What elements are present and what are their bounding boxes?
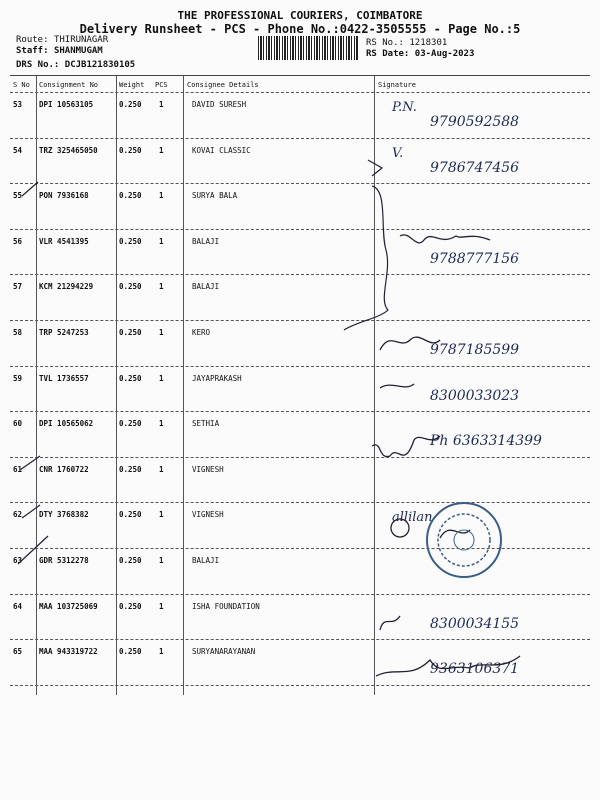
col-header-consignment: Consignment No	[39, 81, 99, 89]
row-sno: 65	[13, 647, 23, 657]
row-pcs: 1	[159, 419, 164, 429]
row-consignee-name: DAVID SURESH	[192, 100, 247, 109]
row-sno: 61	[13, 464, 23, 474]
row-consignee-name: SURYANARAYANAN	[192, 647, 256, 657]
row-signature-phone: Ph 6363314399	[430, 433, 542, 450]
row-pcs: 1	[159, 373, 164, 383]
row-weight: 0.250	[119, 647, 142, 657]
row-consignee-name: VIGNESH	[192, 464, 224, 474]
row-signature-phone: 9786747456	[430, 159, 520, 176]
row-weight: 0.250	[119, 373, 142, 383]
row-consignment-no: TRZ 325465050	[39, 145, 98, 155]
row-sno: 59	[13, 373, 23, 383]
runsheet-subtitle: Delivery Runsheet - PCS - Phone No.:0422-3505555 - Page No.:5	[79, 22, 521, 36]
row-consignment-no: MAA 943319722	[39, 647, 98, 657]
row-consignment-no: TRP 5247253	[39, 328, 89, 337]
row-consignee-name: SURYA BALA	[192, 191, 238, 201]
row-signature-phone: 8300033023	[430, 387, 520, 404]
row-consignment-no: CNR 1760722	[39, 464, 89, 474]
row-pcs: 1	[159, 510, 164, 520]
row-consignment-no: VLR 4541395	[39, 236, 89, 246]
row-weight: 0.250	[119, 510, 142, 520]
row-signature-phone: 8300034155	[430, 615, 520, 632]
row-signature-name: allilan	[392, 510, 433, 526]
route-value: THIRUNAGAR	[53, 35, 109, 45]
row-sno: 60	[13, 419, 23, 429]
col-header-sno: S No	[13, 81, 30, 89]
row-consignment-no: DPI 10565062	[39, 419, 94, 429]
row-consignee-name: BALAJI	[192, 236, 220, 246]
row-sno: 55	[13, 191, 23, 201]
rs-no-value: 1218301	[409, 38, 448, 48]
row-signature-phone: 9787185599	[430, 342, 520, 358]
company-seal-stamp	[424, 500, 504, 580]
row-weight: 0.250	[119, 145, 142, 155]
row-weight: 0.250	[119, 601, 142, 611]
row-sno: 58	[13, 328, 23, 337]
row-signature-phone: 9790592588	[430, 114, 520, 130]
row-sno: 56	[13, 236, 23, 246]
row-consignment-no: TVL 1736557	[39, 373, 89, 383]
company-title: THE PROFESSIONAL COURIERS, COIMBATORE	[177, 9, 423, 22]
rs-date-value: 03-Aug-2023	[414, 49, 475, 59]
drs-value: DCJB121830105	[64, 60, 136, 70]
staff-label: Staff:	[16, 46, 49, 56]
row-pcs: 1	[159, 145, 164, 155]
row-sno: 53	[13, 100, 23, 109]
row-weight: 0.250	[119, 236, 142, 246]
route-label: Route:	[16, 35, 49, 45]
row-weight: 0.250	[119, 191, 142, 201]
col-header-pcs: PCS	[155, 81, 168, 89]
row-sno: 62	[13, 510, 23, 520]
col-header-consignee: Consignee Details	[187, 81, 259, 89]
row-consignee-name: KERO	[192, 328, 211, 337]
row-pcs: 1	[159, 282, 164, 292]
row-consignee-name: KOVAI CLASSIC	[192, 145, 251, 155]
row-consignee-name: SETHIA	[192, 419, 220, 429]
col-header-signature: Signature	[378, 81, 416, 89]
row-signature-name: P.N.	[392, 100, 417, 115]
rs-no-label: RS No.:	[366, 38, 404, 48]
row-weight: 0.250	[119, 282, 142, 292]
row-pcs: 1	[159, 100, 164, 109]
row-pcs: 1	[159, 191, 164, 201]
row-consignment-no: PON 7936168	[39, 191, 89, 201]
row-consignee-name: BALAJI	[192, 282, 220, 292]
row-consignment-no: MAA 103725069	[39, 601, 98, 611]
row-sno: 63	[13, 556, 23, 565]
row-consignment-no: DPI 10563105	[39, 100, 94, 109]
row-sno: 54	[13, 145, 23, 155]
row-pcs: 1	[159, 556, 164, 565]
col-header-weight: Weight	[119, 81, 145, 89]
staff-value: SHANMUGAM	[53, 46, 103, 56]
row-pcs: 1	[159, 328, 164, 337]
row-weight: 0.250	[119, 328, 142, 337]
row-weight: 0.250	[119, 100, 142, 109]
row-pcs: 1	[159, 236, 164, 246]
row-consignment-no: KCM 21294229	[39, 282, 94, 292]
drs-label: DRS No.:	[16, 60, 60, 70]
row-signature-name: V.	[392, 145, 404, 161]
row-signature-phone: 9788777156	[430, 250, 520, 267]
row-weight: 0.250	[119, 419, 142, 429]
row-signature-phone: 9363106371	[430, 661, 520, 678]
row-consignee-name: VIGNESH	[192, 510, 224, 520]
row-consignee-name: BALAJI	[192, 556, 220, 565]
row-consignee-name: ISHA FOUNDATION	[192, 601, 260, 611]
row-weight: 0.250	[119, 464, 142, 474]
row-sno: 64	[13, 601, 23, 611]
row-pcs: 1	[159, 601, 164, 611]
row-pcs: 1	[159, 464, 164, 474]
row-sno: 57	[13, 282, 23, 292]
row-weight: 0.250	[119, 556, 142, 565]
row-consignment-no: DTY 3768382	[39, 510, 89, 520]
rs-date-label: RS Date:	[366, 49, 410, 59]
row-consignment-no: GDR 5312278	[39, 556, 89, 565]
row-pcs: 1	[159, 647, 164, 657]
row-consignee-name: JAYAPRAKASH	[192, 373, 242, 383]
